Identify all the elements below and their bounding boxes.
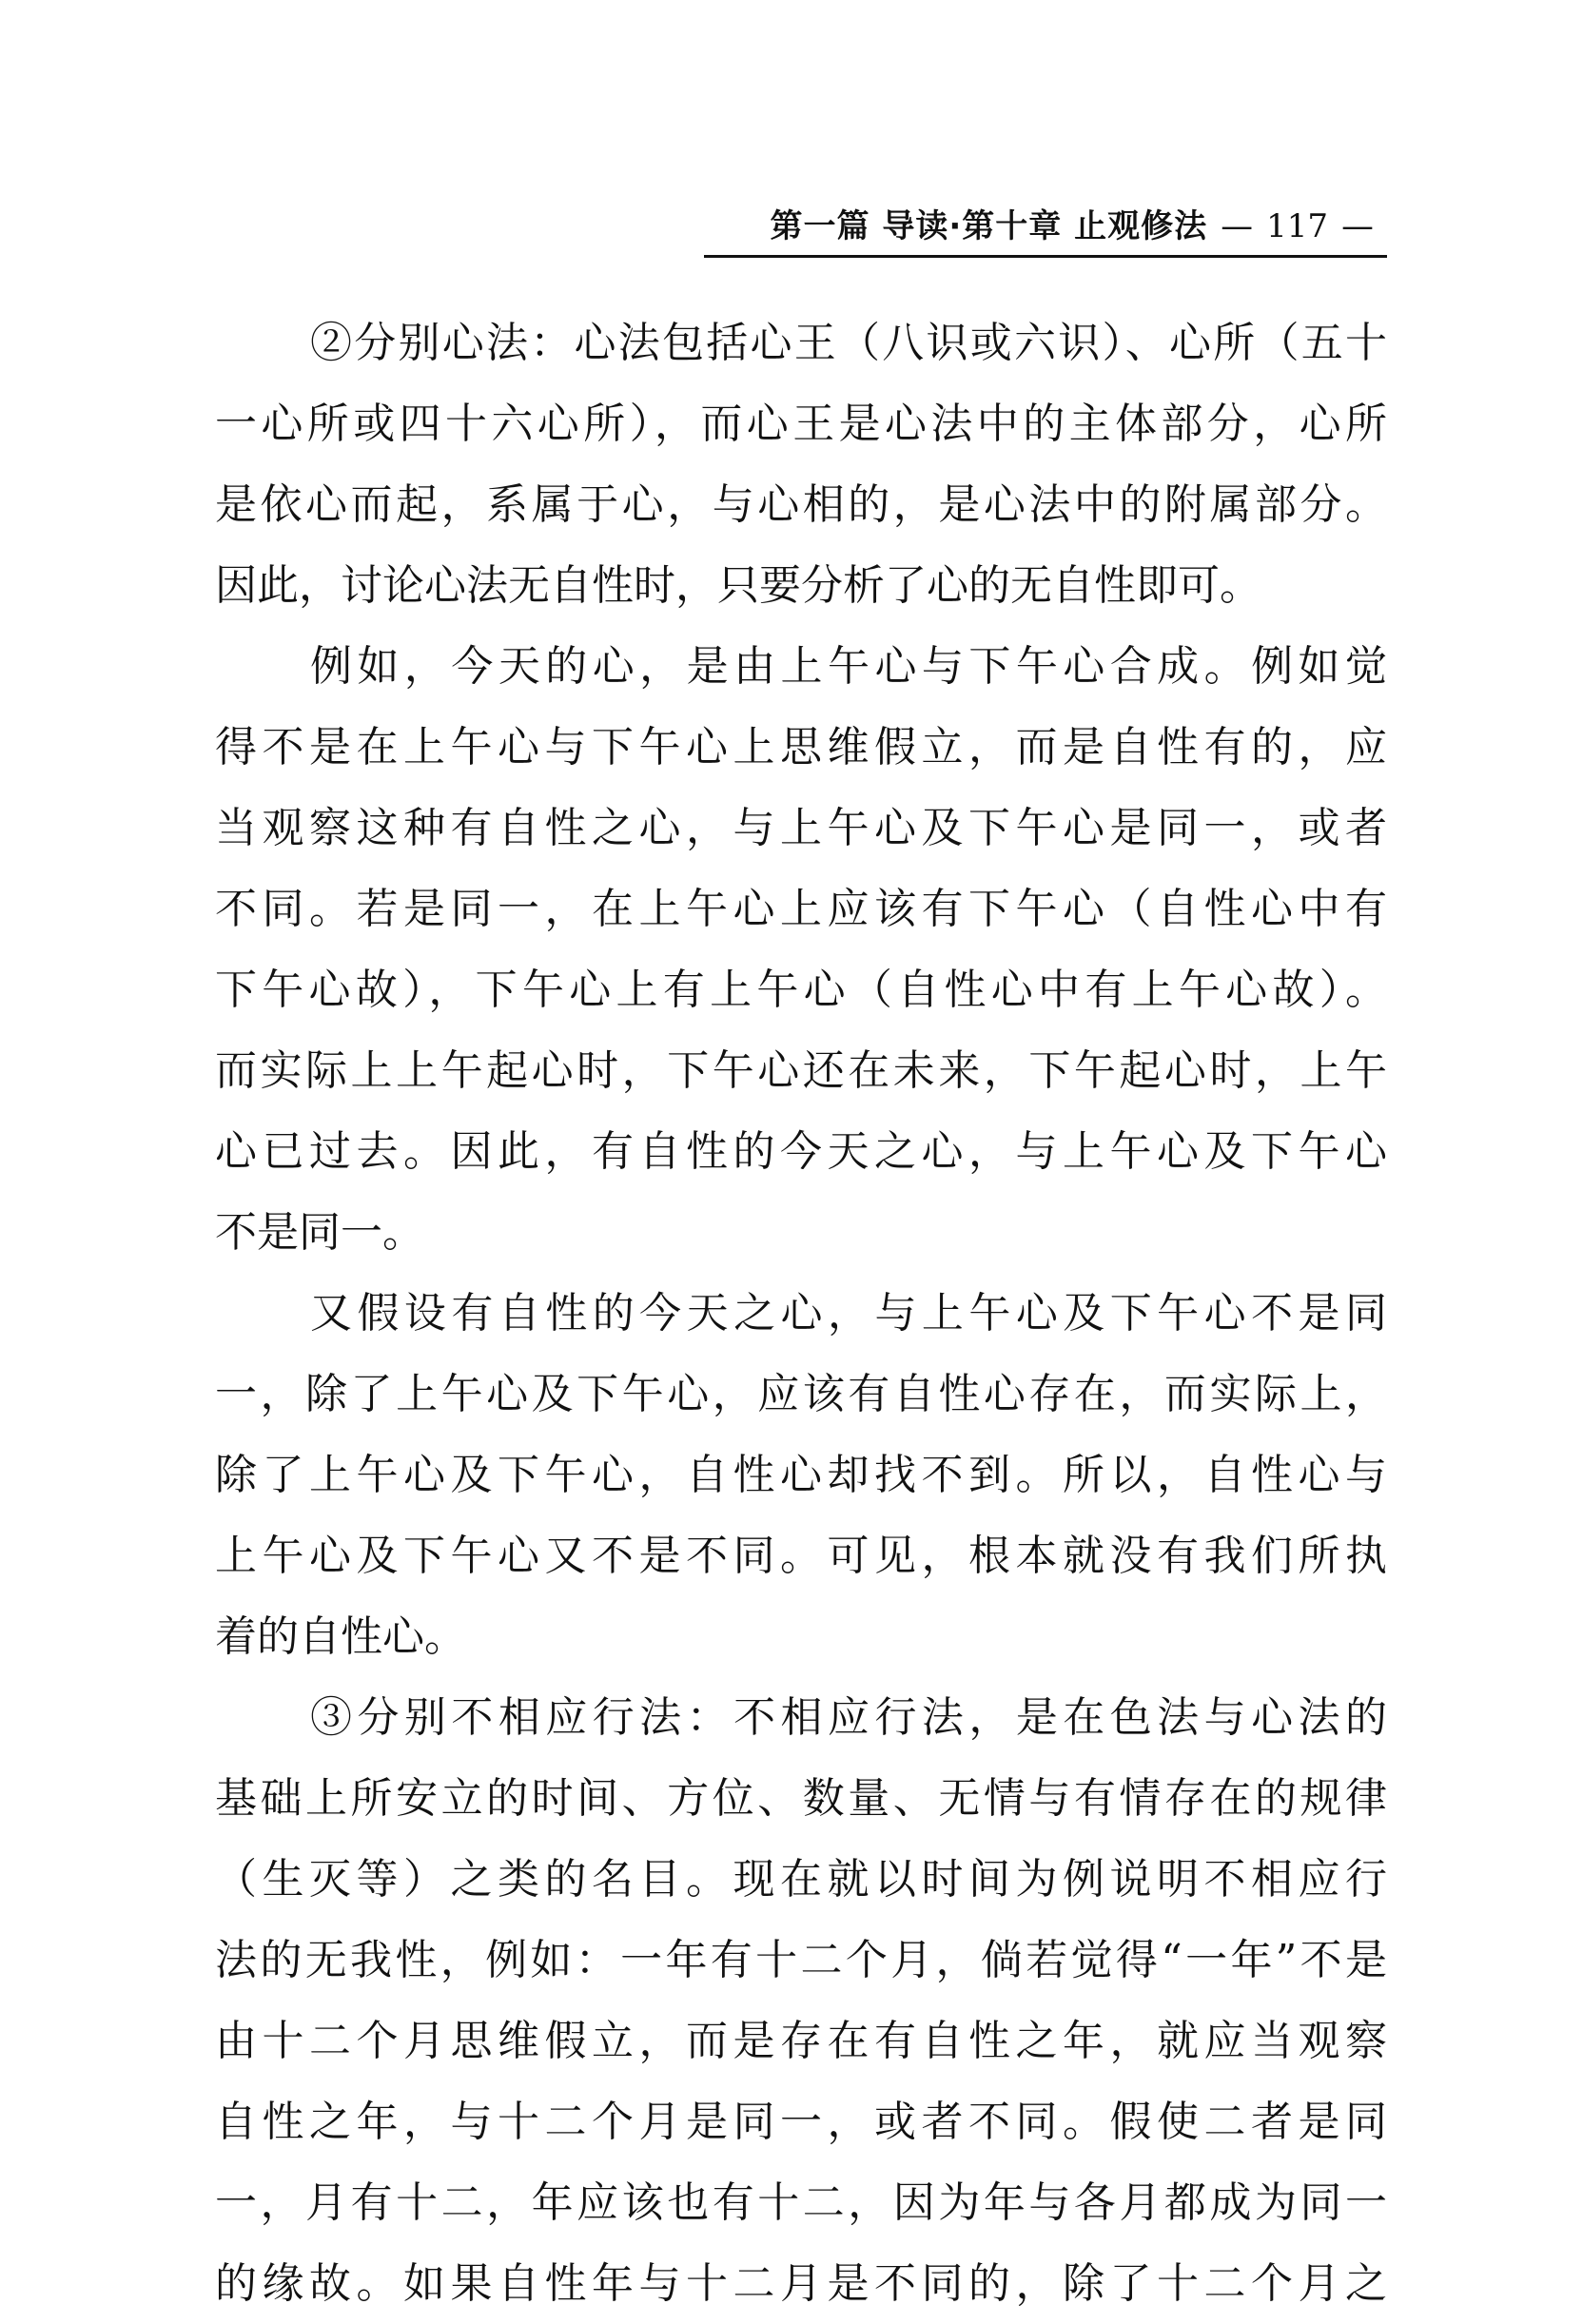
- text-line: 的缘故。如果自性年与十二月是不同的，除了十二个月之: [215, 2259, 1387, 2308]
- text-line: 一，除了上午心及下午心，应该有自性心存在，而实际上，: [215, 1370, 1387, 1418]
- page-number: 117: [1266, 207, 1328, 245]
- text-line: 由十二个月思维假立，而是存在有自性之年，就应当观察: [215, 2017, 1387, 2065]
- header-dash-left: —: [1221, 207, 1254, 245]
- header-dash-right: —: [1341, 207, 1374, 245]
- body-text: [215, 303, 1387, 2324]
- paragraph-non-associated-formations: [215, 1677, 1387, 2324]
- paragraph-not-different: [215, 1273, 1387, 1677]
- running-header: [704, 202, 1387, 258]
- text-line: 例如，今天的心，是由上午心与下午心合成。例如觉: [310, 642, 1387, 691]
- text-line: ③分别不相应行法：不相应行法，是在色法与心法的: [310, 1693, 1387, 1742]
- text-line: 除了上午心及下午心，自性心却找不到。所以，自性心与: [215, 1451, 1387, 1499]
- text-line: 着的自性心。: [215, 1612, 466, 1661]
- text-line: 而实际上上午起心时，下午心还在未来，下午起心时，上午: [215, 1046, 1387, 1095]
- text-line: 心已过去。因此，有自性的今天之心，与上午心及下午心: [215, 1127, 1387, 1176]
- text-line: 法的无我性，例如：一年有十二个月，倘若觉得“一年”不是: [215, 1936, 1387, 1984]
- text-line: （生灭等）之类的名目。现在就以时间为例说明不相应行: [215, 1855, 1387, 1904]
- text-line: 基础上所安立的时间、方位、数量、无情与有情存在的规律: [215, 1774, 1387, 1823]
- text-line: 上午心及下午心又不是不同。可见，根本就没有我们所执: [215, 1532, 1387, 1580]
- text-line: 当观察这种有自性之心，与上午心及下午心是同一，或者: [215, 804, 1387, 852]
- text-line: 因此，讨论心法无自性时，只要分析了心的无自性即可。: [215, 561, 1261, 610]
- text-line: 自性之年，与十二个月是同一，或者不同。假使二者是同: [215, 2098, 1387, 2146]
- text-line: 是依心而起，系属于心，与心相的，是心法中的附属部分。: [215, 480, 1387, 529]
- paragraph-today-mind-example: [215, 626, 1387, 1273]
- text-line: 不是同一。: [215, 1208, 424, 1257]
- text-line: ②分别心法：心法包括心王（八识或六识）、心所（五十: [310, 319, 1387, 367]
- text-line: 不同。若是同一，在上午心上应该有下午心（自性心中有: [215, 885, 1387, 933]
- text-line: 得不是在上午心与下午心上思维假立，而是自性有的，应: [215, 723, 1387, 771]
- text-line: 一，月有十二，年应该也有十二，因为年与各月都成为同一: [215, 2178, 1387, 2227]
- text-line: 一心所或四十六心所），而心王是心法中的主体部分，心所: [215, 400, 1387, 448]
- text-line: 又假设有自性的今天之心，与上午心及下午心不是同: [310, 1289, 1387, 1338]
- text-line: 下午心故），下午心上有上午心（自性心中有上午心故）。: [215, 966, 1387, 1014]
- paragraph-mind-dharma: [215, 303, 1387, 626]
- header-title: 第一篇 导读·第十章 止观修法: [770, 207, 1208, 245]
